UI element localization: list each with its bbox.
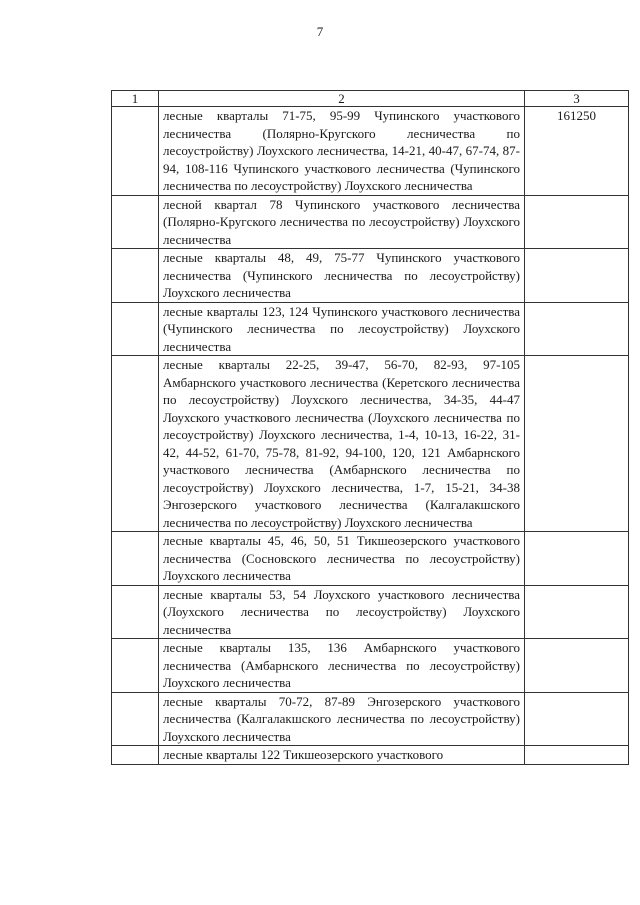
- table-row: [112, 195, 629, 249]
- location-description-cell: лесные кварталы 70-72, 87-89 Энгозерского участкового лесничества (Калгалакшского лесничества по лесоустройству) Лоухского лесничества: [159, 692, 525, 746]
- table-row: [112, 356, 629, 532]
- row-number-cell: [112, 639, 159, 693]
- row-number-cell: [112, 302, 159, 356]
- row-number-cell: [112, 532, 159, 586]
- table-row: [112, 107, 629, 196]
- location-description-cell: лесные кварталы 71-75, 95-99 Чупинского участкового лесничества (Полярно-Кругского лесничества по лесоустройству) Лоухского лесничества, 14-21, 40-47, 67-74, 87-94, 108-116 Чупинского участкового лесничества (Чупинского лесничества по лесоустройству) Лоухского лесничества: [159, 107, 525, 196]
- location-description-cell: лесные кварталы 123, 124 Чупинского участкового лесничества (Чупинского лесничества по лесоустройству) Лоухского лесничества: [159, 302, 525, 356]
- forest-quarters-table: [111, 90, 629, 765]
- value-cell: [525, 356, 629, 532]
- value-cell: [525, 302, 629, 356]
- row-number-cell: [112, 585, 159, 639]
- row-number-cell: [112, 195, 159, 249]
- column-header-2: 2: [159, 91, 525, 107]
- table-row: [112, 532, 629, 586]
- location-description-cell: лесной квартал 78 Чупинского участкового лесничества (Полярно-Кругского лесничества по лесоустройству) Лоухского лесничества: [159, 195, 525, 249]
- value-cell: 161250: [525, 107, 629, 196]
- table-row: [112, 746, 629, 765]
- value-cell: [525, 692, 629, 746]
- location-description-cell: лесные кварталы 135, 136 Амбарнского участкового лесничества (Амбарнского лесничества по лесоустройству) Лоухского лесничества: [159, 639, 525, 693]
- value-cell: [525, 746, 629, 765]
- location-description-cell: лесные кварталы 22-25, 39-47, 56-70, 82-93, 97-105 Амбарнского участкового лесничества (Керетского лесничества по лесоустройству) Лоухского лесничества, 34-35, 44-47 Лоухского участкового лесничества (Лоухского лесничества по лесоустройству) Лоухского лесничества, 1-4, 10-13, 16-22, 31-42, 44-52, 61-70, 75-78, 81-92, 94-100, 120, 121 Амбарнского участкового лесничества (Амбарнского лесничества по лесоустройству) Лоухского лесничества, 1-7, 15-21, 34-38 Энгозерского участкового лесничества (Калгалакшского лесничества по лесоустройству) Лоухского лесничества: [159, 356, 525, 532]
- row-number-cell: [112, 746, 159, 765]
- location-description-cell: лесные кварталы 48, 49, 75-77 Чупинского участкового лесничества (Чупинского лесничества по лесоустройству) Лоухского лесничества: [159, 249, 525, 303]
- value-cell: [525, 532, 629, 586]
- row-number-cell: [112, 249, 159, 303]
- location-description-cell: лесные кварталы 45, 46, 50, 51 Тикшеозерского участкового лесничества (Сосновского лесничества по лесоустройству) Лоухского лесничества: [159, 532, 525, 586]
- table-header-row: [112, 91, 629, 107]
- table-row: [112, 585, 629, 639]
- column-header-3: 3: [525, 91, 629, 107]
- value-cell: [525, 249, 629, 303]
- row-number-cell: [112, 356, 159, 532]
- table-row: [112, 639, 629, 693]
- location-description-cell: лесные кварталы 122 Тикшеозерского участкового: [159, 746, 525, 765]
- column-header-1: 1: [112, 91, 159, 107]
- table-row: [112, 249, 629, 303]
- location-description-cell: лесные кварталы 53, 54 Лоухского участкового лесничества (Лоухского лесничества по лесоустройству) Лоухского лесничества: [159, 585, 525, 639]
- value-cell: [525, 195, 629, 249]
- table-row: [112, 692, 629, 746]
- table-row: [112, 302, 629, 356]
- value-cell: [525, 639, 629, 693]
- value-cell: [525, 585, 629, 639]
- row-number-cell: [112, 107, 159, 196]
- row-number-cell: [112, 692, 159, 746]
- page-number: 7: [316, 24, 324, 39]
